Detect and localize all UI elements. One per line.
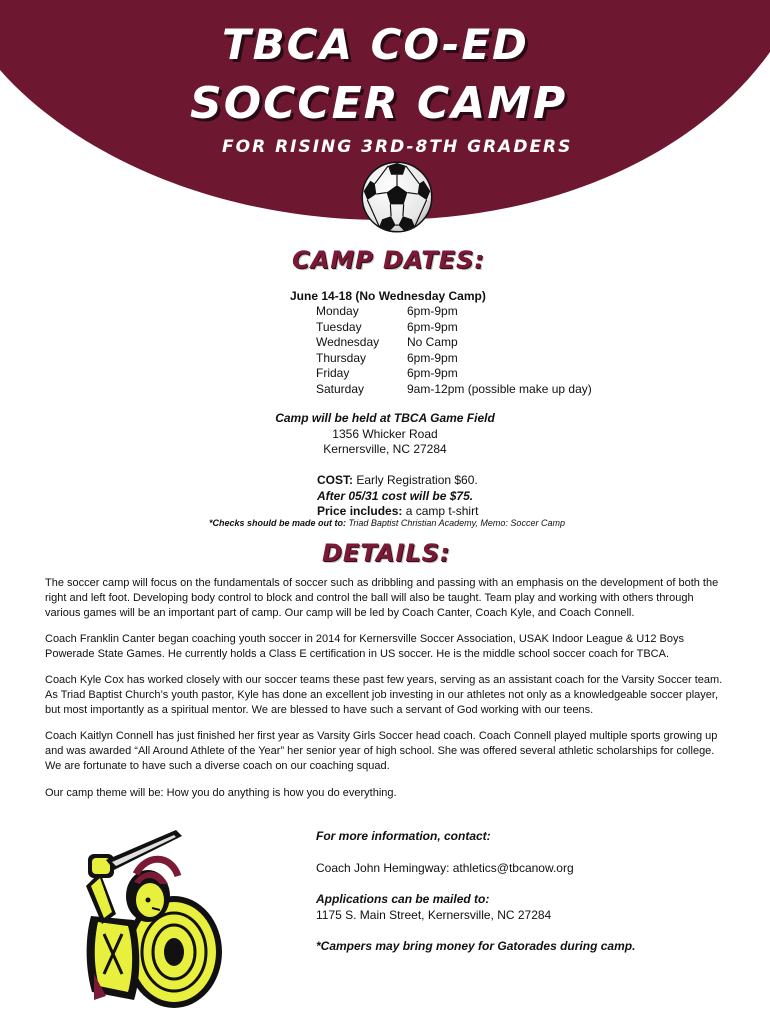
cost-late: After 05/31 cost will be $75. xyxy=(317,488,474,503)
warrior-mascot-logo xyxy=(56,824,226,1014)
schedule-day: Tuesday xyxy=(316,319,362,334)
schedule-time: 6pm-9pm xyxy=(407,350,458,365)
contact-coach: Coach John Hemingway: athletics@tbcanow.org xyxy=(316,861,574,875)
details-paragraph: Coach Kaitlyn Connell has just finished her first year as Varsity Girls Soccer head coach. Coach Connell played multiple sports growing up and was awarded “All Around Athlete of the Year” her senior year of high school. She was offered several athletic scholarships for college. We are fortunate to have such a diverse coach on our coaching squad. xyxy=(45,730,718,772)
subtitle: FOR RISING 3RD-8TH GRADERS xyxy=(222,137,573,157)
checks-note xyxy=(209,518,565,528)
schedule-day: Saturday xyxy=(316,381,365,396)
schedule-day: Friday xyxy=(316,366,350,380)
price-includes-value: a camp t-shirt xyxy=(405,504,479,518)
schedule-row xyxy=(316,351,592,367)
schedule-row xyxy=(316,382,592,398)
venue-street: 1356 Whicker Road xyxy=(332,426,438,441)
title-line-1: TBCA CO-ED xyxy=(222,20,529,69)
camp-dates-heading: CAMP DATES: xyxy=(292,246,485,274)
schedule-time: 9am-12pm (possible make up day) xyxy=(407,381,592,396)
checks-note-label: *Checks should be made out to: xyxy=(209,518,347,528)
schedule-time: 6pm-9pm xyxy=(407,319,458,334)
schedule-row xyxy=(316,335,592,351)
schedule-time: 6pm-9pm xyxy=(407,304,458,318)
price-includes-label: Price includes: xyxy=(317,504,403,518)
schedule-day: Wednesday xyxy=(316,335,380,349)
details-paragraph: The soccer camp will focus on the fundamentals of soccer such as dribbling and passing with an emphasis on the development of both the right and left foot. Developing body control to block and control the ball will also be taught. Team play and working with others through various games will be an important part of camp. Our camp will be led by Coach Canter, Coach Kyle, and Coach Connell. xyxy=(45,577,719,619)
cost-label: COST: xyxy=(317,473,353,487)
schedule-row xyxy=(316,304,592,320)
dates-range: June 14-18 (No Wednesday Camp) xyxy=(290,289,486,303)
schedule-day: Thursday xyxy=(316,350,367,365)
details-paragraph: Our camp theme will be: How you do anything is how you do everything. xyxy=(45,787,397,799)
soccer-ball-icon xyxy=(360,160,434,234)
schedule-row xyxy=(316,320,592,336)
mail-address: 1175 S. Main Street, Kernersville, NC 27284 xyxy=(316,908,552,922)
schedule-time: 6pm-9pm xyxy=(407,366,458,380)
checks-note-value: Triad Baptist Christian Academy, Memo: Soccer Camp xyxy=(348,518,565,528)
cost-block xyxy=(317,473,478,520)
schedule-day: Monday xyxy=(316,304,359,318)
venue-city: Kernersville, NC 27284 xyxy=(323,442,447,456)
details-paragraph: Coach Kyle Cox has worked closely with our soccer teams these past few years, serving as an assistant coach for the Varsity Soccer team. As Triad Baptist Church’s youth pastor, Kyle has done an excellent job investing in our athletes not only as a knowledgeable soccer player, but most importantly as a spiritual mentor. We are blessed to have such a servant of God working with our teens. xyxy=(45,674,723,716)
details-paragraph: Coach Franklin Canter began coaching youth soccer in 2014 for Kernersville Soccer Association, USAK Indoor League & U12 Boys Powerade State Games. He currently holds a Class E certification in US soccer. He is the middle school soccer coach for TBCA. xyxy=(45,633,684,660)
contact-heading: For more information, contact: xyxy=(316,829,491,843)
schedule-table xyxy=(316,304,592,397)
schedule-row xyxy=(316,366,592,382)
mail-heading: Applications can be mailed to: xyxy=(316,892,490,906)
schedule-time: No Camp xyxy=(407,335,458,349)
cost-early: Early Registration $60. xyxy=(356,473,478,487)
details-heading: DETAILS: xyxy=(322,539,451,567)
title-line-2: SOCCER CAMP xyxy=(190,78,568,129)
gatorade-note: *Campers may bring money for Gatorades during camp. xyxy=(316,939,636,953)
venue-name: Camp will be held at TBCA Game Field xyxy=(275,411,495,425)
venue-block xyxy=(0,411,770,458)
